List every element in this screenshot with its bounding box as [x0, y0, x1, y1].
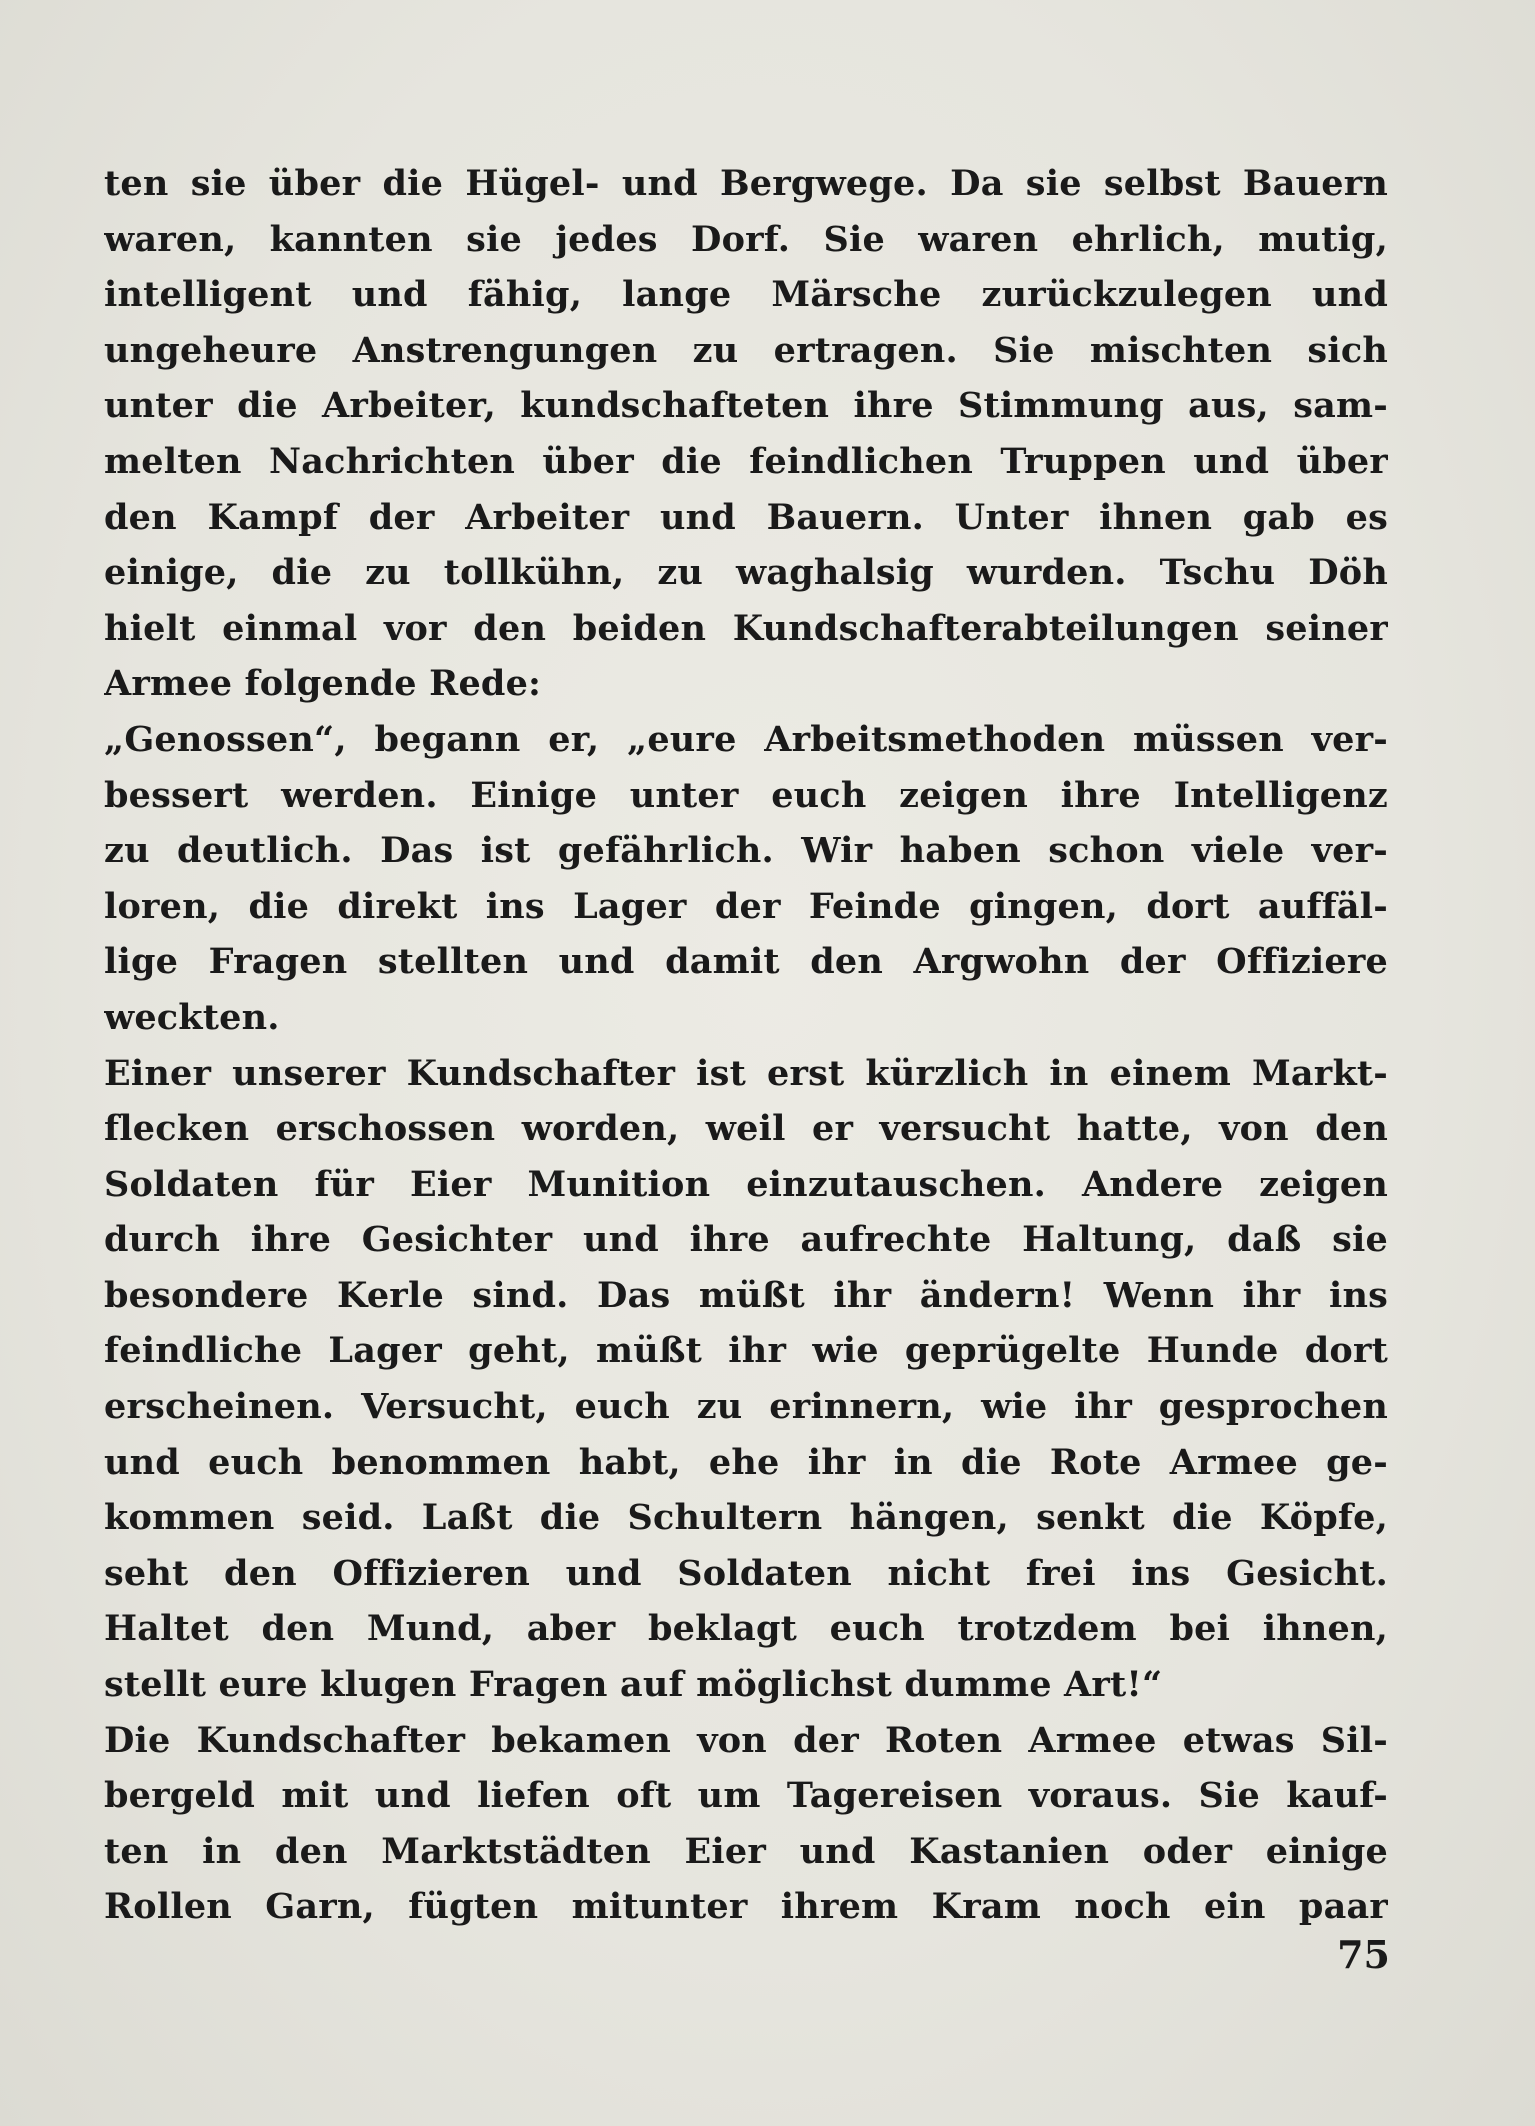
text-line: Haltet den Mund, aber beklagt euch trotzdem bei ihnen,	[104, 1608, 1388, 1650]
text-line: lige Fragen stellten und damit den Argwohn der Offiziere	[104, 941, 1388, 983]
text-line: loren, die direkt ins Lager der Feinde gingen, dort auffäl-	[104, 885, 1388, 927]
text-line: Rollen Garn, fügten mitunter ihrem Kram noch ein paar	[104, 1886, 1388, 1928]
text-line: zu deutlich. Das ist gefährlich. Wir haben schon viele ver-	[104, 830, 1388, 872]
page-number: 75	[1337, 1932, 1390, 1977]
text-line: hielt einmal vor den beiden Kundschafterabteilungen seiner	[104, 607, 1388, 649]
text-line: stellt eure klugen Fragen auf möglichst dumme Art!“	[104, 1664, 1163, 1706]
text-line: ten sie über die Hügel- und Bergwege. Da sie selbst Bauern	[104, 163, 1388, 204]
text-line: bessert werden. Einige unter euch zeigen ihre Intelligenz	[104, 774, 1388, 816]
text-line: unter die Arbeiter, kundschafteten ihre Stimmung aus, sam-	[104, 385, 1388, 427]
text-line: bergeld mit und liefen oft um Tagereisen voraus. Sie kauf-	[104, 1775, 1388, 1817]
text-line: und euch benommen habt, ehe ihr in die Rote Armee ge-	[104, 1441, 1388, 1483]
text-line: intelligent und fähig, lange Märsche zurückzulegen und	[104, 274, 1388, 316]
text-line: Die Kundschafter bekamen von der Roten Armee etwas Sil-	[104, 1719, 1388, 1761]
text-line: Einer unserer Kundschafter ist erst kürzlich in einem Markt-	[104, 1052, 1388, 1094]
text-line: ten in den Marktstädten Eier und Kastanien oder einige	[104, 1830, 1388, 1872]
text-line: ungeheure Anstrengungen zu ertragen. Sie mischten sich	[104, 329, 1388, 371]
text-line: seht den Offizieren und Soldaten nicht frei ins Gesicht.	[104, 1552, 1388, 1594]
text-line: durch ihre Gesichter und ihre aufrechte Haltung, daß sie	[104, 1219, 1388, 1261]
text-line: weckten.	[104, 996, 280, 1038]
text-line: flecken erschossen worden, weil er versucht hatte, von den	[104, 1108, 1388, 1150]
text-line: kommen seid. Laßt die Schultern hängen, senkt die Köpfe,	[104, 1497, 1388, 1539]
text-line: melten Nachrichten über die feindlichen Truppen und über	[104, 440, 1388, 482]
body-text	[104, 156, 1388, 1935]
text-line: einige, die zu tollkühn, zu waghalsig wurden. Tschu Döh	[104, 552, 1388, 594]
text-line: Soldaten für Eier Munition einzutauschen. Andere zeigen	[104, 1163, 1388, 1205]
text-line: besondere Kerle sind. Das müßt ihr ändern! Wenn ihr ins	[104, 1274, 1388, 1316]
text-line: den Kampf der Arbeiter und Bauern. Unter ihnen gab es	[104, 496, 1388, 538]
text-line: „Genossen“, begann er, „eure Arbeitsmethoden müssen ver-	[104, 718, 1388, 760]
text-line: waren, kannten sie jedes Dorf. Sie waren ehrlich, mutig,	[104, 218, 1388, 260]
text-line: Armee folgende Rede:	[104, 663, 542, 705]
text-line: erscheinen. Versucht, euch zu erinnern, wie ihr gesprochen	[104, 1386, 1388, 1428]
text-line: feindliche Lager geht, müßt ihr wie geprügelte Hunde dort	[104, 1330, 1388, 1372]
